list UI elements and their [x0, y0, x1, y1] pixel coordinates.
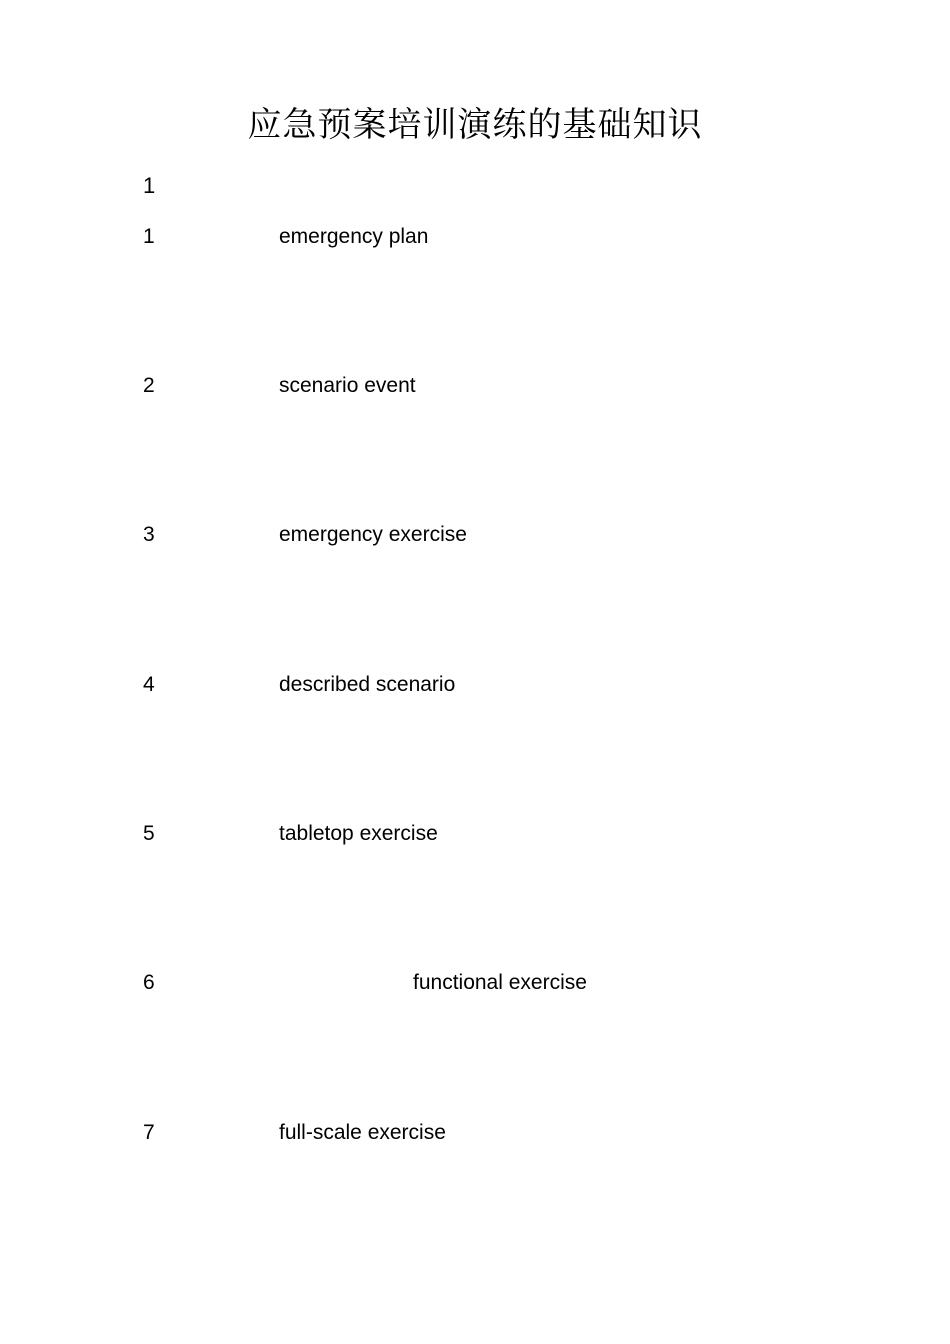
- term-entry: [0, 521, 950, 551]
- term-entry: [0, 671, 950, 701]
- term-number: 2: [143, 374, 155, 397]
- term-english: functional exercise: [413, 971, 587, 994]
- term-number: 4: [143, 673, 155, 696]
- term-number: 5: [143, 822, 155, 845]
- term-english: tabletop exercise: [279, 822, 438, 845]
- term-english: emergency exercise: [279, 523, 467, 546]
- term-entry: [0, 372, 950, 402]
- term-number: 6: [143, 971, 155, 994]
- term-number: 7: [143, 1121, 155, 1144]
- term-english: full-scale exercise: [279, 1121, 446, 1144]
- term-entry: [0, 223, 950, 253]
- term-english: emergency plan: [279, 225, 429, 248]
- term-english: described scenario: [279, 673, 456, 696]
- page-title: 应急预案培训演练的基础知识: [247, 105, 703, 145]
- section-number: 1: [143, 173, 156, 198]
- term-number: 1: [143, 225, 155, 248]
- term-entry: [0, 1119, 950, 1149]
- term-english: scenario event: [279, 374, 416, 397]
- term-number: 3: [143, 523, 155, 546]
- term-entry: [0, 820, 950, 850]
- term-entry: [0, 969, 950, 999]
